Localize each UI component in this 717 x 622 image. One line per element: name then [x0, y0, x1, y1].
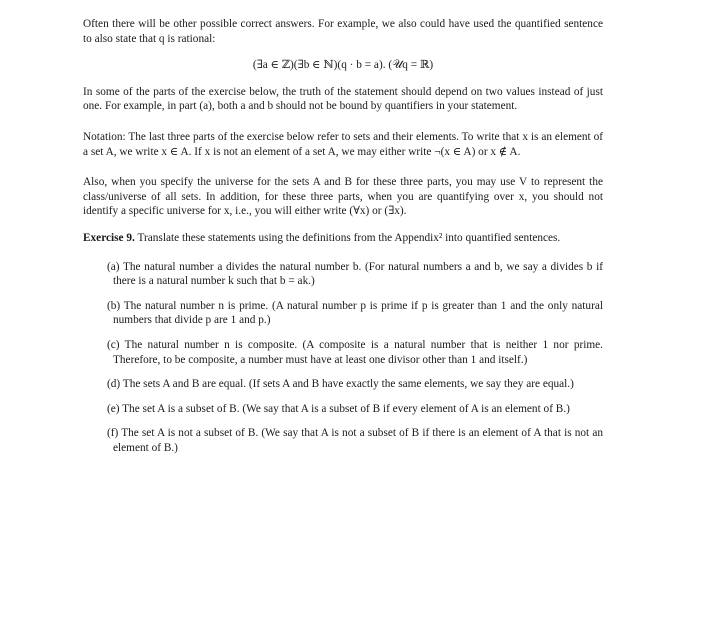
- quantified-equation: (∃a ∈ ℤ)(∃b ∈ ℕ)(q · b = a). (𝒰q = ℝ): [252, 59, 434, 72]
- exercise-item-c: (c) The natural number n is composite. (A composite is a natural number that is neither 1 nor prime. Therefore, to be composite, a number must have at least one divisor other than 1 and itself.): [107, 338, 603, 366]
- exercise-intro: [83, 231, 603, 246]
- exercise-item-a: (a) The natural number a divides the natural number b. (For natural numbers a and b, we say a divides b if there is a natural number k such that b = ak.): [107, 260, 603, 288]
- exercise-intro-text: Translate these statements using the definitions from the Appendix² into quantified sentences.: [137, 231, 561, 244]
- paragraph-two-values: In some of the parts of the exercise below, the truth of the statement should depend on two values instead of just one. For example, in part (a), both a and b should not be bound by quantifiers in your statement.: [83, 85, 603, 113]
- exercise-item-f: (f) The set A is not a subset of B. (We say that A is not a subset of B if there is an element of A that is not an element of B.): [107, 427, 603, 454]
- paragraph-notation: Notation: The last three parts of the exercise below refer to sets and their elements. To write that x is an element of a set A, we write x ∈ A. If x is not an element of a set A, we may either write ¬(x ∈ A) or x ∉ A.: [83, 130, 603, 158]
- exercise-items: [107, 260, 603, 456]
- exercise-item-e: (e) The set A is a subset of B. (We say that A is a subset of B if every element of A is an element of B.): [107, 402, 570, 415]
- paragraph-universe: Also, when you specify the universe for the sets A and B for these three parts, you may use V to represent the class/universe of all sets. In addition, for these three parts, when you are quantifying over x, you should not identify a specific universe for x, i.e., you will either write (∀x) or (∃x).: [83, 176, 603, 218]
- exercise-item-d: (d) The sets A and B are equal. (If sets A and B have exactly the same elements, we say they are equal.): [107, 378, 574, 391]
- exercise-heading: Exercise 9.: [83, 231, 135, 244]
- paragraph-alternative-answers: Often there will be other possible correct answers. For example, we also could have used the quantified sentence to also state that q is rational:: [83, 18, 603, 45]
- exercise-item-b: (b) The natural number n is prime. (A natural number p is prime if p is greater than 1 and the only natural numbers that divide p are 1 and p.): [107, 299, 603, 327]
- document-page: [83, 17, 603, 465]
